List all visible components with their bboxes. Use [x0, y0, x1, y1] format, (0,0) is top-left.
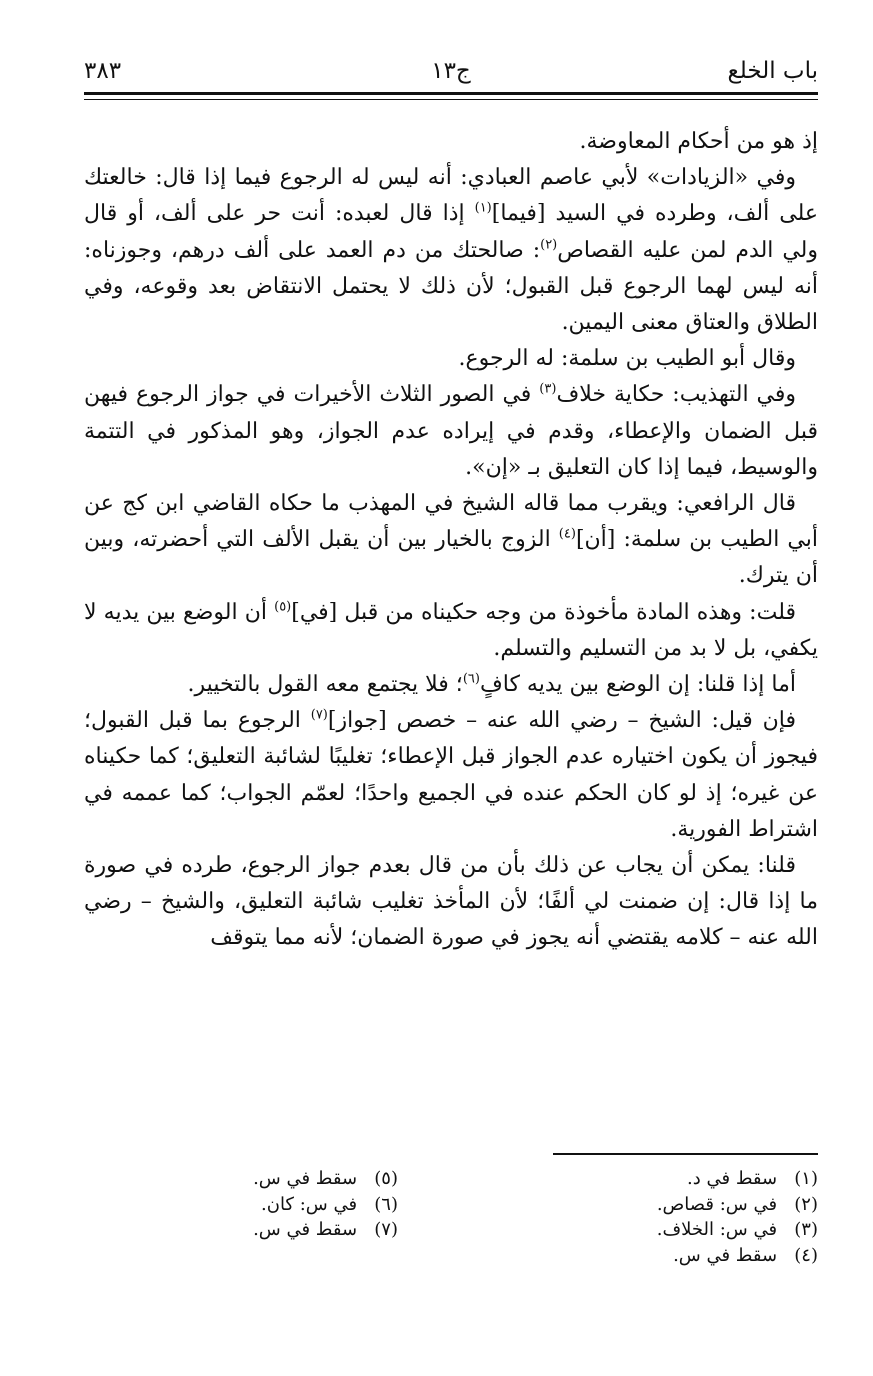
footnote-text: سقط في د.: [687, 1168, 778, 1189]
text-segment: أما إذا قلنا: إن الوضع بين يديه كافٍ: [479, 672, 796, 698]
footnote-ref: (٣): [539, 382, 557, 398]
paragraph: [84, 377, 818, 486]
text-segment: الزوج بالخيار بين أن يقبل الألف التي أحضرته، وبين أن يترك.: [84, 527, 818, 589]
text-segment: قلنا: يمكن أن يجاب عن ذلك بأن من قال بعدم جواز الرجوع، طرده في صورة ما إذا قال: إن ضمنت لي ألفًا؛ لأن المأخذ تغليب شائبة التعليق، والشيخ – رضي الله عنه – كلامه يقتضي أنه يجوز في صورة الضمان؛ لأنه مما يتوقف: [84, 853, 818, 951]
paragraph: [84, 160, 818, 341]
footnote-item: [253, 1166, 398, 1192]
footnote-item: [657, 1217, 818, 1243]
paragraph: [84, 667, 818, 703]
footnotes-left-column: [253, 1166, 398, 1243]
main-text: [84, 124, 818, 957]
volume-label: ج١٣: [431, 58, 471, 84]
footnote-text: سقط في س.: [673, 1244, 778, 1266]
text-segment: قال الرافعي: ويقرب مما قاله الشيخ في المهذب ما حكاه القاضي ابن كج عن أبي الطيب بن سلمة: [أن]: [84, 491, 818, 553]
footnote-text: سقط في س.: [253, 1219, 358, 1240]
text-segment: الرجوع بما قبل القبول؛ فيجوز أن يكون اختياره عدم الجواز قبل الإعطاء؛ تغليبًا لشائبة التعليق؛ كما حكيناه عن غيره؛ إذ لو كان الحكم عنده في الجميع واحدًا؛ لعمّم الجواب؛ كما عممه في اشتراط الفورية.: [84, 708, 818, 842]
text-segment: إذا قال لعبده: أنت حر على ألف، أو قال ولي الدم لمن عليه القصاص: [84, 201, 818, 263]
chapter-title: باب الخلع: [727, 58, 818, 84]
footnote-number: (٧): [374, 1219, 398, 1240]
footnote-ref: (١): [474, 201, 492, 217]
text-segment: ؛ فلا يجتمع معه القول بالتخيير.: [187, 672, 463, 698]
footnotes: [84, 1166, 818, 1296]
footnote-text: في س: قصاص.: [656, 1193, 778, 1215]
footnote-item: [657, 1243, 818, 1269]
text-segment: إذ هو من أحكام المعاوضة.: [579, 129, 818, 154]
footnote-item: [657, 1192, 818, 1218]
footnote-number: (٦): [374, 1193, 398, 1215]
footnote-item: [253, 1217, 398, 1243]
footnote-ref: (٢): [540, 237, 558, 253]
text-segment: وفي التهذيب: حكاية خلاف: [556, 382, 797, 408]
text-segment: وفي «الزيادات» لأبي عاصم العبادي: أنه ليس له الرجوع فيما إذا قال: خالعتك على ألف، وطرده في السيد [فيما]: [84, 165, 818, 227]
paragraph: [84, 486, 818, 595]
footnote-number: (١): [794, 1168, 818, 1189]
text-segment: : صالحتك من دم العمد على ألف درهم، وجوزناه: أنه ليس لهما الرجوع قبل القبول؛ لأن ذلك لا يحتمل الانتقاض بعد وقوعه، وفي الطلاق والعتاق معنى اليمين.: [84, 237, 818, 336]
footnote-item: [253, 1192, 398, 1218]
page-number: ٣٨٣: [84, 58, 122, 84]
text-segment: فإن قيل: الشيخ – رضي الله عنه – خصص [جواز]: [327, 708, 796, 734]
footnote-item: [657, 1166, 818, 1192]
header-rule-thin: [84, 99, 818, 100]
paragraph: [84, 341, 818, 377]
paragraph: [84, 848, 818, 957]
page-header: [84, 54, 818, 94]
footnote-number: (٣): [794, 1219, 818, 1240]
footnote-text: في س: كان.: [261, 1193, 358, 1215]
paragraph: [84, 595, 818, 667]
footnote-number: (٤): [794, 1244, 818, 1266]
footnotes-right-column: [657, 1166, 818, 1268]
footnote-text: في س: الخلاف.: [656, 1219, 778, 1240]
footnote-ref: (٦): [462, 671, 480, 687]
text-segment: وقال أبو الطيب بن سلمة: له الرجوع.: [458, 346, 796, 372]
footnote-text: سقط في س.: [253, 1168, 358, 1189]
footnote-separator: [553, 1153, 818, 1155]
paragraph: [84, 703, 818, 848]
footnote-ref: (٧): [310, 707, 328, 723]
paragraph: [84, 124, 818, 160]
text-segment: قلت: وهذه المادة مأخوذة من وجه حكيناه من قبل [في]: [291, 599, 796, 625]
text-segment: في الصور الثلاث الأخيرات في جواز الرجوع فيهن قبل الضمان والإعطاء، وقدم في إيراده عدم الجواز، وهو المذكور في التتمة والوسيط، فيما إذا كان التعليق بـ «إن».: [84, 382, 818, 480]
text-segment: أن الوضع بين يديه لا يكفي، بل لا بد من التسليم والتسلم.: [84, 599, 818, 661]
header-rule-thick: [84, 92, 818, 95]
footnote-number: (٢): [794, 1193, 818, 1215]
footnote-ref: (٤): [558, 526, 576, 542]
footnote-ref: (٥): [274, 599, 292, 615]
footnote-number: (٥): [374, 1168, 398, 1189]
